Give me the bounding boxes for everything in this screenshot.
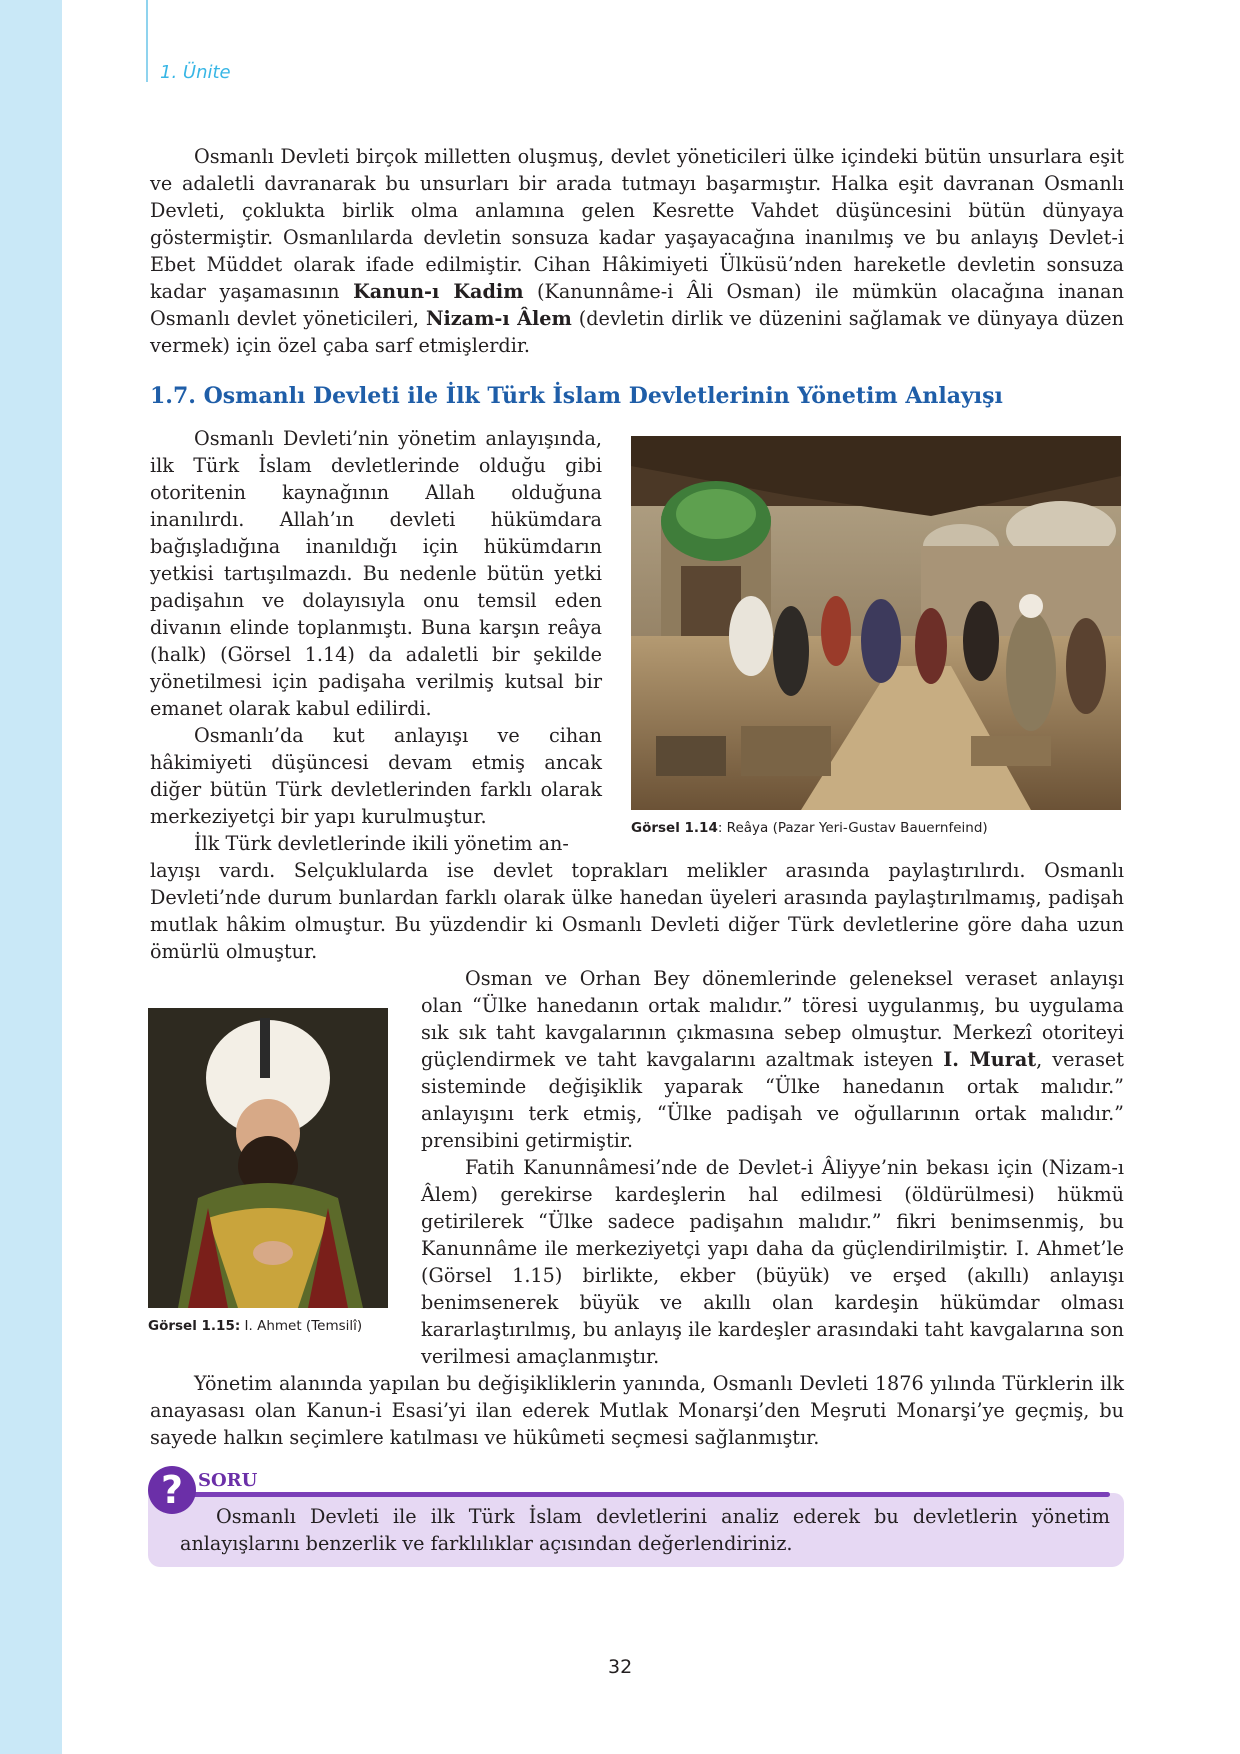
figure-1-14-caption: Görsel 1.14: Reâya (Pazar Yeri-Gustav Bauernfeind) <box>631 820 988 836</box>
paragraph-fatih-law: Fatih Kanunnâmesi’nde de Devlet-i Âliyye’nin bekası için (Nizam-ı Âlem) gerekirse kardeşlerin hal edilmesi (öldürülmesi) hükmü getirilerek “Ülke sadece padişahın malıdır.” fikri benimsenmiş, bu Kanunnâme ile merkeziyetçi yapı daha da güçlendirilmiştir. I. Ahmet’le (Görsel 1.15) birlikte, ekber (büyük) ve erşed (akıllı) anlayışı benimsenerek büyük ve akıllı olan kardeşin hükümdar olması kararlaştırılmış, bu anlayış ile kardeşler arasındaki taht kavgalarına son verilmesi amaçlanmıştır. <box>421 1156 1124 1368</box>
question-text: Osmanlı Devleti ile ilk Türk İslam devletlerini analiz ederek bu devletlerin yönetim anlayışlarını benzerlik ve farklılıklar açısından değerlendiriniz. <box>180 1505 1110 1555</box>
paragraph-constitution: Yönetim alanında yapılan bu değişikliklerin yanında, Osmanlı Devleti 1876 yılında Türklerin ilk anayasası olan Kanun-i Esasi’yi ilan ederek Mutlak Monarşi’den Meşruti Monarşi’ye geçmiş, bu sayede halkın seçimlere katılması ve hükûmeti seçmesi sağlanmıştır. <box>150 1372 1124 1449</box>
paragraph-authority: Osmanlı Devleti’nin yönetim anlayışında, ilk Türk İslam devletlerinde olduğu gibi otoritenin kaynağının Allah olduğuna inanılırdı. Allah’ın devleti hükümdara bağışladığına inanıldığı için hükümdarın yetkisi tartışılmazdı. Bu nedenle bütün yetki padişahın ve dolayısıyla onu temsil eden divanın elinde toplanmıştı. Buna karşın reâya (halk) (Görsel 1.14) da adaletli bir şekilde yönetilmesi için padişaha verilmiş kutsal bir emanet olarak kabul edilirdi. <box>150 427 602 720</box>
question-mark-icon: ? <box>148 1466 196 1514</box>
intro-paragraph: Osmanlı Devleti birçok milletten oluşmuş, devlet yöneticileri ülke içindeki bütün unsurlara eşit ve adaletli davranarak bu unsurları bir arada tutmayı başarmıştır. Halka eşit davranan Osmanlı Devleti, çoklukta birlik olma anlamına gelen Kesrette Vahdet düşüncesini bütün dünyaya göstermiştir. Osmanlılarda devletin sonsuza kadar yaşayacağına inanılmış ve bu anlayış Devlet-i Ebet Müddet olarak ifade edilmiştir. Cihan Hâkimiyeti Ülküsü’nden hareketle devletin sonsuza kadar yaşamasının Kanun-ı Kadim (Kanunnâme-i Âli Osman) ile mümkün olacağına inanan Osmanlı devlet yöneticileri, Nizam-ı Âlem (devletin dirlik ve düzenini sağlamak ve dünyaya düzen vermek) için özel çaba sarf etmişlerdir. <box>150 145 1124 357</box>
paragraph-dual-rule: layışı vardı. Selçuklularda ise devlet toprakları melikler arasında paylaştırılırdı. Osmanlı Devleti’nde durum bunlardan farklı olarak ülke hanedan üyeleri arasında paylaştırılmamış, padişah mutlak hâkim olmuştur. Bu yüzdendir ki Osmanlı Devleti diğer Türk devletlerine göre daha uzun ömürlü olmuştur. <box>150 859 1124 963</box>
term-kanun-i-kadim: Kanun-ı Kadim <box>353 280 524 303</box>
header-rule <box>146 0 148 82</box>
term-nizam-i-alem: Nizam-ı Âlem <box>425 307 572 330</box>
question-rule <box>190 1492 1110 1497</box>
question-label: SORU <box>198 1470 258 1491</box>
term-i-murat: I. Murat <box>943 1048 1037 1071</box>
sultan-ahmet-portrait-image <box>148 1008 388 1308</box>
figure-1-15-caption: Görsel 1.15: I. Ahmet (Temsilî) <box>148 1318 363 1334</box>
page-side-band <box>0 0 62 1754</box>
section-title: 1.7. Osmanlı Devleti ile İlk Türk İslam Devletlerinin Yönetim Anlayışı <box>150 383 1003 409</box>
unit-label: 1. Ünite <box>160 62 231 83</box>
page-number: 32 <box>608 1656 633 1678</box>
paragraph-succession: Osman ve Orhan Bey dönemlerinde geleneksel veraset anlayışı olan “Ülke hanedanın ortak malıdır.” töresi uygulanmış, bu uygulama sık sık taht kavgalarının çıkmasına sebep olmuştur. Merkezî otoriteyi güçlendirmek ve taht kavgalarını azaltmak isteyen I. Murat, veraset sisteminde değişiklik yaparak “Ülke hanedanın ortak malıdır.” anlayışını terk etmiş, “Ülke padişah ve oğullarının ortak malıdır.” prensibini getirmiştir. <box>421 967 1124 1152</box>
market-painting-image <box>631 436 1121 810</box>
paragraph-kut: Osmanlı’da kut anlayışı ve cihan hâkimiyeti düşüncesi devam etmiş ancak diğer bütün Türk devletlerinden farklı olarak merkeziyetçi bir yapı kurulmuştur. <box>150 724 602 828</box>
paragraph-dual-rule-start: İlk Türk devletlerinde ikili yönetim an- <box>194 832 569 855</box>
